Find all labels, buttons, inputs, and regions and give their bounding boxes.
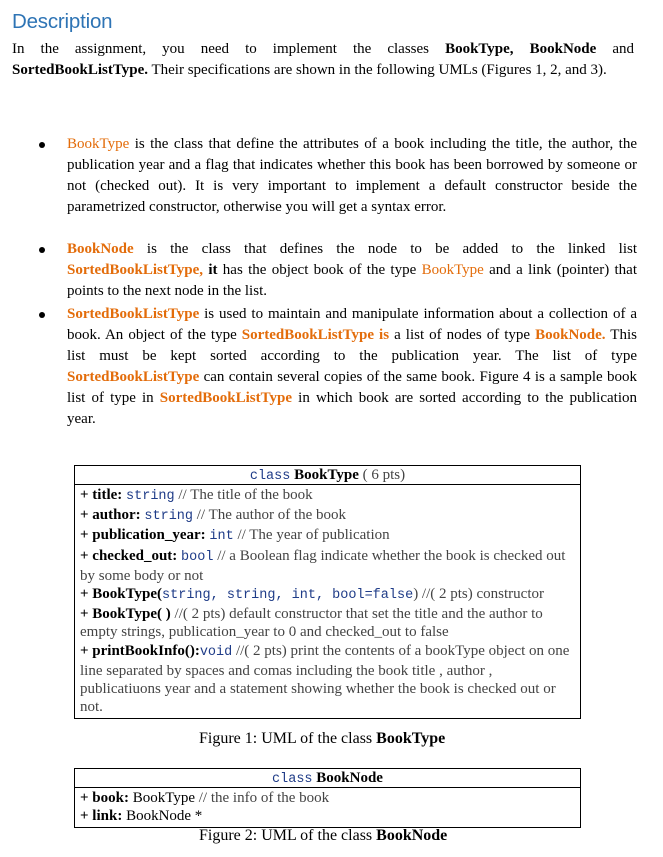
class-name: SortedBookListType.: [12, 62, 148, 78]
uml-member: + book: BookType // the info of the book: [80, 790, 330, 806]
uml-booktype-members: [75, 485, 580, 718]
class-name: SortedBookListType is: [241, 327, 390, 343]
class-name: SortedBookListType: [67, 306, 200, 322]
uml-booktype-box: [74, 465, 581, 719]
class-name: BookNode.: [535, 327, 606, 343]
bullet-sortedbooklisttype: SortedBookListType is used to maintain and manipulate information about a collection of a book. An object of the type SortedBookListType is a list of nodes of type BookNode. This list must be kept sorted according to the publication year. The list of type SortedBookListType can contain several copies of the same book. Figure 4 is a sample book list of type in SortedBookListType in which book are sorted according to the publication year.: [67, 304, 637, 430]
bullet-dot: [39, 312, 45, 318]
class-name: SortedBookListType: [159, 390, 293, 406]
class-name: SortedBookListType: [67, 369, 200, 385]
uml-method: + printBookInfo():void //( 2 pts) print the contents of a bookType object on one line separated by spaces and comas including the book title , author , publicatiuons year and a statement showing whether the book is checked out or not.: [80, 642, 570, 716]
uml-class-name: BookNode: [316, 770, 383, 786]
uml-member: + title: string // The title of the book: [80, 487, 313, 504]
uml-class-name: BookType: [294, 467, 359, 483]
uml-booktype-header: class BookType ( 6 pts): [75, 466, 580, 485]
uml-member: + link: BookNode *: [80, 808, 203, 825]
bullet-booknode: BookNode is the class that defines the node to be added to the linked list SortedBookListType, it has the object book of the type BookType and a link (pointer) that points to the next node in the list.: [67, 239, 637, 302]
uml-member: + checked_out: bool // a Boolean flag indicate whether the book is checked out by some body or not: [80, 547, 566, 584]
class-name: SortedBookListType,: [67, 262, 203, 278]
class-name: BookNode: [67, 241, 134, 257]
figure-2-caption: Figure 2: UML of the class BookNode: [199, 827, 448, 844]
bullet-booktype: BookType is the class that define the attributes of a book including the title, the author, the publication year and a flag that indicates whether this book has been borrowed by someone or not (checked out). It is very important to implement a default constructor beside the parametrized constructor, otherwise you will get a syntax error.: [67, 134, 637, 218]
uml-method: + BookType(string, string, int, bool=false) //( 2 pts) constructor: [80, 586, 544, 604]
uml-member: + author: string // The author of the book: [80, 507, 347, 525]
section-heading: Description: [12, 10, 113, 33]
uml-booknode-box: [74, 768, 581, 828]
class-name: BookType,: [445, 41, 514, 57]
class-name: BookType: [421, 262, 484, 278]
uml-booknode-header: class BookNode: [75, 769, 580, 788]
uml-member: + publication_year: int // The year of publication: [80, 527, 390, 545]
uml-booknode-members: [75, 788, 580, 827]
uml-method: + BookType( ) //( 2 pts) default constructor that set the title and the author to empty strings, publication_year to 0 and checked_out to false: [80, 606, 543, 641]
class-name: BookType: [67, 136, 130, 152]
class-name: BookNode: [529, 41, 597, 57]
bullet-dot: [39, 247, 45, 253]
bullet-dot: [39, 142, 45, 148]
figure-1-caption: Figure 1: UML of the class BookType: [199, 730, 446, 747]
intro-paragraph: In the assignment, you need to implement the classes BookType, BookNode and SortedBookListType. Their specifications are shown in the following UMLs (Figures 1, 2, and 3).: [12, 41, 634, 78]
